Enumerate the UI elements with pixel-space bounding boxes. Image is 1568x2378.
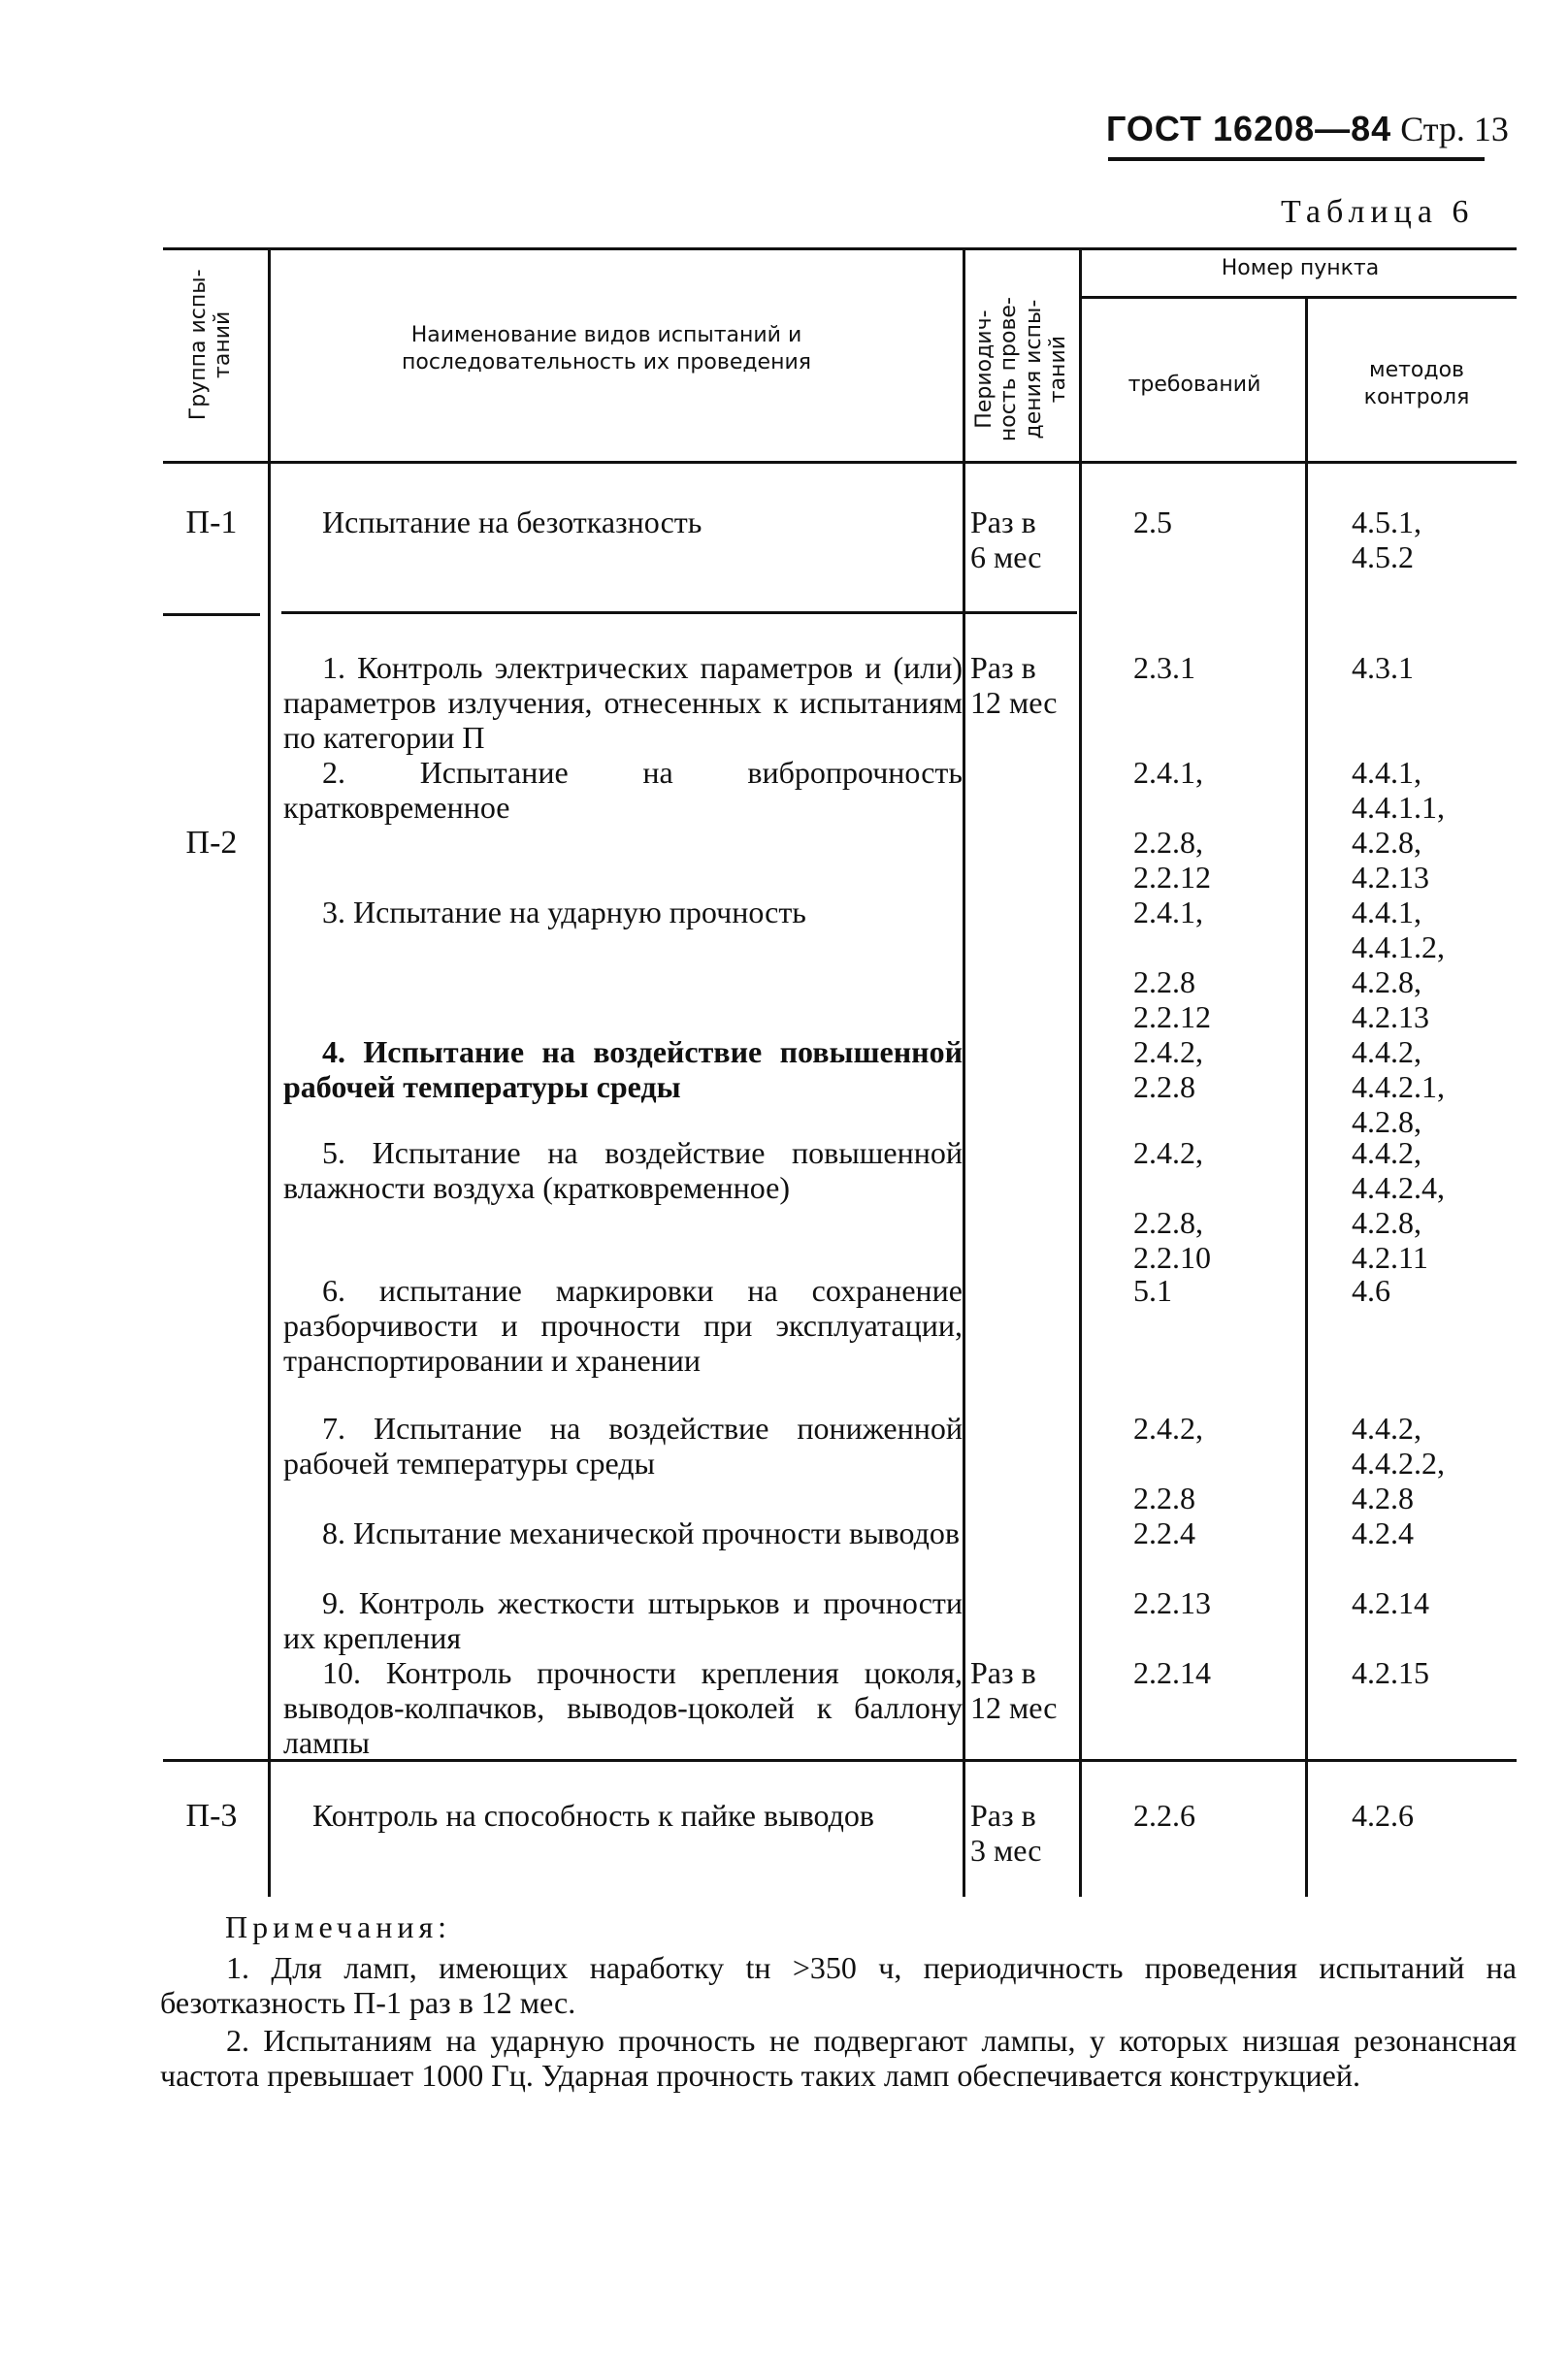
header-rule <box>1108 157 1485 161</box>
col-rule-req <box>1305 296 1308 1897</box>
method-point: 4.3.1 <box>1352 650 1414 685</box>
header-period-line: таний <box>1045 335 1070 404</box>
requirement-point: 2.2.13 <box>1133 1585 1211 1620</box>
page-number: Стр. 13 <box>1400 110 1509 148</box>
col-rule-name <box>963 247 965 1897</box>
col-rule-period <box>1079 247 1082 1897</box>
row-rule-1 <box>281 611 1077 614</box>
page-header <box>1106 109 1509 149</box>
test-name: 8. Испытание механической прочности выводов <box>322 1515 960 1550</box>
method-point: 4.4.1, 4.4.1.1, 4.2.8, 4.2.13 <box>1352 755 1445 895</box>
table-top-rule <box>163 247 1517 250</box>
header-group <box>186 241 236 449</box>
test-name: 1. Контроль электрических параметров и (или) параметров излучения, отнесенных к испытаниям по категории П <box>283 650 963 755</box>
test-name: 4. Испытание на воздействие повышенной рабочей температуры среды <box>283 1034 963 1104</box>
table-caption: Таблица 6 <box>1281 194 1475 230</box>
standard-number: ГОСТ 16208—84 <box>1106 109 1392 148</box>
periodicity: Раз в 12 мес <box>970 650 1058 720</box>
requirement-point: 2.4.1, 2.2.8 2.2.12 <box>1133 895 1211 1034</box>
header-point-number: Номер пункта <box>1221 256 1380 280</box>
requirement-point: 2.2.14 <box>1133 1655 1211 1690</box>
requirement-point: 2.5 <box>1133 505 1172 539</box>
group-label: П-2 <box>185 825 238 861</box>
requirement-point: 2.2.6 <box>1133 1798 1195 1833</box>
header-group-line: Группа испы- <box>186 269 212 421</box>
header-periodicity <box>972 265 1070 473</box>
method-point: 4.6 <box>1352 1273 1390 1308</box>
method-point: 4.2.4 <box>1352 1515 1414 1550</box>
notes-title: Примечания: <box>225 1909 452 1944</box>
requirement-point: 2.3.1 <box>1133 650 1195 685</box>
requirement-point: 2.2.4 <box>1133 1515 1195 1550</box>
method-point: 4.2.6 <box>1352 1798 1414 1833</box>
group-rule-1 <box>163 613 260 616</box>
header-name: Наименование видов испытаний и последовательность их проведения <box>401 323 812 375</box>
requirement-point: 2.4.2, 2.2.8 <box>1133 1411 1203 1515</box>
header-split-rule <box>1079 296 1517 299</box>
method-point: 4.4.2, 4.4.2.2, 4.2.8 <box>1352 1411 1445 1515</box>
periodicity: Раз в 6 мес <box>970 505 1042 574</box>
note-item: 2. Испытаниям на ударную прочность не подвергают лампы, у которых низшая резонансная частота превышает 1000 Гц. Ударная прочность таких ламп обеспечивается конструкцией. <box>160 2023 1517 2093</box>
periodicity: Раз в 3 мес <box>970 1798 1042 1868</box>
test-name: 2. Испытание на вибропрочность кратковременное <box>283 755 963 825</box>
requirement-point: 2.4.2, 2.2.8 <box>1133 1034 1203 1104</box>
group-label: П-1 <box>185 505 238 540</box>
method-point: 4.5.1, 4.5.2 <box>1352 505 1421 574</box>
col-rule-group <box>268 247 271 1897</box>
test-name: Контроль на способность к пайке выводов <box>312 1798 874 1833</box>
header-requirements: требований <box>1127 373 1261 397</box>
method-point: 4.4.2, 4.4.2.1, 4.2.8, <box>1352 1034 1445 1139</box>
test-name: Испытание на безотказность <box>322 505 702 539</box>
requirement-point: 2.4.2, 2.2.8, 2.2.10 <box>1133 1135 1211 1275</box>
test-name: 3. Испытание на ударную прочность <box>322 895 806 929</box>
header-period-line: Периодич- <box>971 309 996 429</box>
requirement-point: 5.1 <box>1133 1273 1172 1308</box>
test-name: 10. Контроль прочности крепления цоколя, выводов-колпачков, выводов-цоколей к баллону лампы <box>283 1655 963 1760</box>
test-name: 5. Испытание на воздействие повышенной влажности воздуха (кратковременное) <box>283 1135 963 1205</box>
method-point: 4.2.14 <box>1352 1585 1429 1620</box>
header-bottom-rule <box>163 461 1517 464</box>
periodicity: Раз в 12 мес <box>970 1655 1058 1725</box>
method-point: 4.2.15 <box>1352 1655 1429 1690</box>
header-methods: методов контроля <box>1363 358 1470 409</box>
method-point: 4.4.1, 4.4.1.2, 4.2.8, 4.2.13 <box>1352 895 1445 1034</box>
header-period-line: дения испы- <box>1021 299 1046 440</box>
test-name: 6. испытание маркировки на сохранение разборчивости и прочности при эксплуатации, транспортировании и хранении <box>283 1273 963 1378</box>
group-label: П-3 <box>185 1798 238 1834</box>
requirement-point: 2.4.1, 2.2.8, 2.2.12 <box>1133 755 1211 895</box>
test-name: 9. Контроль жесткости штырьков и прочности их крепления <box>283 1585 963 1655</box>
note-item: 1. Для ламп, имеющих наработку tн >350 ч, периодичность проведения испытаний на безотказность П-1 раз в 12 мес. <box>160 1950 1517 2020</box>
header-group-line: таний <box>211 310 236 378</box>
method-point: 4.4.2, 4.4.2.4, 4.2.8, 4.2.11 <box>1352 1135 1445 1275</box>
header-period-line: ность прове- <box>996 297 1022 442</box>
test-name: 7. Испытание на воздействие пониженной рабочей температуры среды <box>283 1411 963 1481</box>
